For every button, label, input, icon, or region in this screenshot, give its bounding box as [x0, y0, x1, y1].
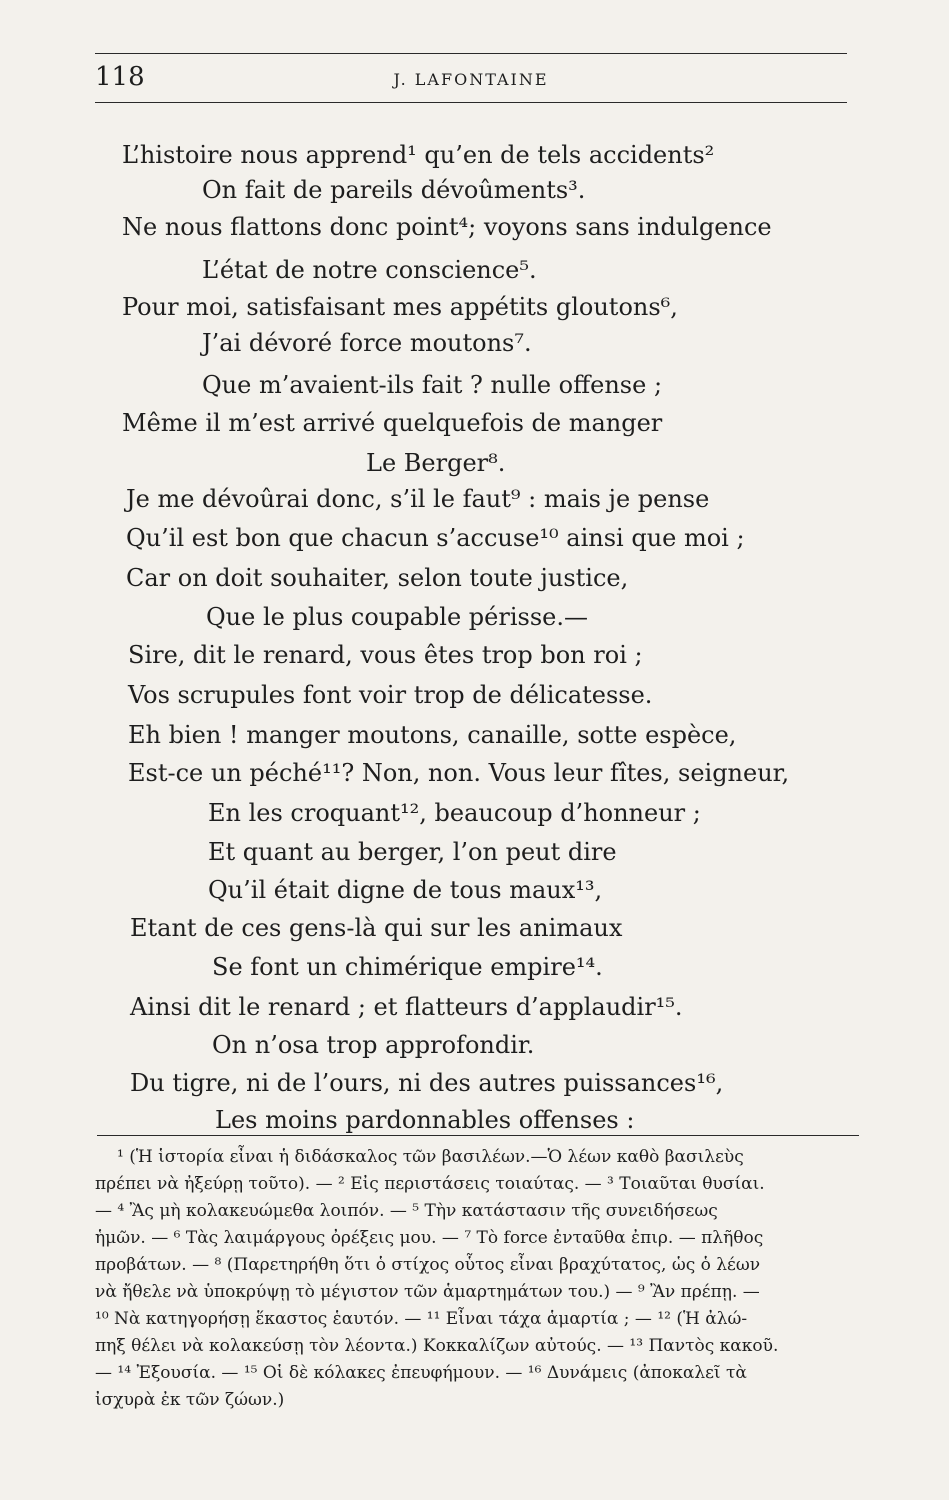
poem-line: En les croquant¹², beaucoup d’honneur ; — [208, 799, 701, 827]
poem-line: Que le plus coupable périsse.— — [206, 603, 588, 631]
poem-line: On fait de pareils dévoûments³. — [202, 176, 586, 204]
poem-line: J’ai dévoré force moutons⁷. — [202, 329, 532, 357]
poem-line: Sire, dit le renard, vous êtes trop bon roi ; — [128, 641, 643, 669]
footnote-line: — ⁴ Ἂς μὴ κολακευώμεθα λοιπόν. — ⁵ Τὴν κατάστασιν τῆς συνειδήσεως — [95, 1201, 718, 1221]
poem-line: Les moins pardonnables offenses : — [215, 1106, 635, 1134]
poem-line: Qu’il est bon que chacun s’accuse¹⁰ ainsi que moi ; — [126, 524, 745, 552]
poem-line: Que m’avaient-ils fait ? nulle offense ; — [202, 371, 663, 399]
page-header — [95, 62, 847, 102]
footnote-line: πηξ θέλει νὰ κολακεύσῃ τὸν λέοντα.) Κοκκαλίζων αὐτούς. — ¹³ Παντὸς κακοῦ. — [95, 1336, 779, 1356]
page-number: 118 — [95, 62, 145, 92]
running-head: J. LAFONTAINE — [393, 70, 549, 89]
poem-line: Est-ce un péché¹¹? Non, non. Vous leur fîtes, seigneur, — [128, 759, 790, 787]
header-top-rule — [95, 53, 847, 54]
poem-line: Ne nous flattons donc point⁴; voyons sans indulgence — [122, 213, 772, 241]
poem-line: Du tigre, ni de l’ours, ni des autres puissances¹⁶, — [130, 1069, 724, 1097]
poem-line: Se font un chimérique empire¹⁴. — [212, 953, 603, 981]
poem-line: Qu’il était digne de tous maux¹³, — [208, 876, 603, 904]
poem-line: Pour moi, satisfaisant mes appétits gloutons⁶, — [122, 293, 678, 321]
footnote-line: ἡμῶν. — ⁶ Τὰς λαιμάργους ὀρέξεις μου. — ⁷ Τὸ force ἐνταῦθα ἐπιρ. — πλῆθος — [95, 1228, 764, 1248]
footnote-line: νὰ ἤθελε νὰ ὑποκρύψῃ τὸ μέγιστον τῶν ἁμαρτημάτων του.) — ⁹ Ἂν πρέπῃ. — — [95, 1282, 760, 1302]
poem-line: Je me dévoûrai donc, s’il le faut⁹ : mais je pense — [126, 485, 710, 513]
footnote-line: προβάτων. — ⁸ (Παρετηρήθη ὅτι ὁ στίχος οὗτος εἶναι βραχύτατος, ὡς ὁ λέων — [95, 1255, 761, 1275]
poem-line: Eh bien ! manger moutons, canaille, sotte espèce, — [128, 721, 737, 749]
footnote-line: — ¹⁴ Ἐξουσία. — ¹⁵ Οἱ δὲ κόλακες ἐπευφήμουν. — ¹⁶ Δυνάμεις (ἀποκαλεῖ τὰ — [95, 1363, 747, 1383]
footnote-line: ἰσχυρὰ ἐκ τῶν ζώων.) — [95, 1390, 285, 1410]
poem-line: L’état de notre conscience⁵. — [202, 256, 537, 284]
footnote-line: ¹ (Ἡ ἱστορία εἶναι ἡ διδάσκαλος τῶν βασιλέων.—Ὁ λέων καθὸ βασιλεὺς — [117, 1147, 744, 1167]
poem-line: Etant de ces gens-là qui sur les animaux — [130, 914, 623, 942]
poem-line: Ainsi dit le renard ; et flatteurs d’applaudir¹⁵. — [130, 993, 683, 1021]
poem-line: Même il m’est arrivé quelquefois de manger — [122, 409, 663, 437]
poem-line: L’histoire nous apprend¹ qu’en de tels accidents² — [122, 141, 715, 169]
footnote-rule — [97, 1135, 859, 1136]
footnote-line: ¹⁰ Νὰ κατηγορήσῃ ἕκαστος ἑαυτόν. — ¹¹ Εἶναι τάχα ἁμαρτία ; — ¹² (Ἡ ἀλώ- — [95, 1309, 748, 1329]
poem-line: Vos scrupules font voir trop de délicatesse. — [128, 681, 653, 709]
footnote-line: πρέπει νὰ ἠξεύρῃ τοῦτο). — ² Εἰς περιστάσεις τοιαύτας. — ³ Τοιαῦται θυσίαι. — [95, 1174, 765, 1194]
poem-line: Le Berger⁸. — [366, 449, 506, 477]
poem-line: Et quant au berger, l’on peut dire — [208, 838, 617, 866]
poem-line: Car on doit souhaiter, selon toute justice, — [126, 564, 629, 592]
header-bottom-rule — [95, 102, 847, 103]
poem-line: On n’osa trop approfondir. — [212, 1031, 535, 1059]
